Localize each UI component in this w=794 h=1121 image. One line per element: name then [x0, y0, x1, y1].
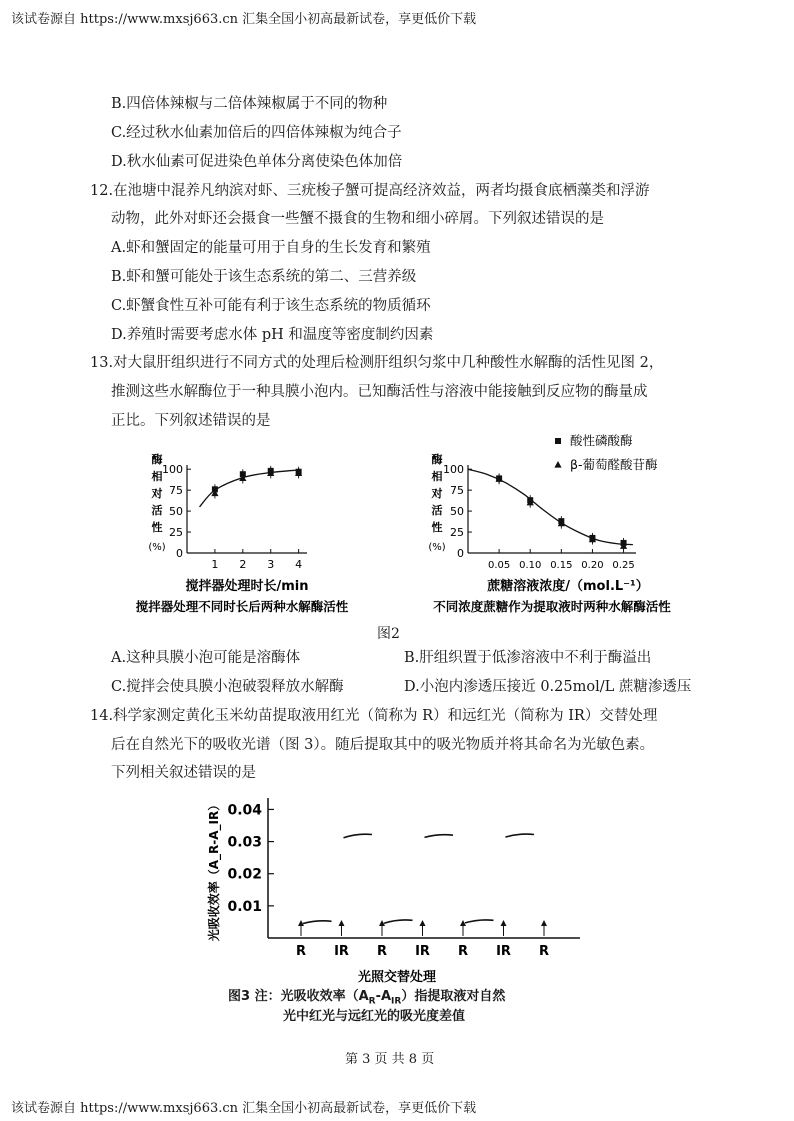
- y-tick-label: 0.03: [227, 834, 262, 851]
- q12-option-b: B.虾和蟹可能处于该生态系统的第二、三营养级: [111, 269, 417, 285]
- legend-marker: [554, 461, 561, 468]
- absorption-segment: [425, 835, 454, 838]
- y-tick-label: 0.02: [227, 866, 262, 883]
- caption-part: ）指提取液对自然: [401, 989, 506, 1004]
- y-tick-label: 50: [450, 505, 464, 519]
- q14-stem-line-1: 14.科学家测定黄化玉米幼苗提取液用红光（简称为 R）和远红光（简称为 IR）交替处理: [90, 708, 658, 724]
- x-tick-label: 0.25: [612, 560, 635, 571]
- absorption-segment: [506, 834, 535, 837]
- treatment-label: R: [376, 944, 388, 959]
- y-axis-label-char: 活: [151, 504, 163, 517]
- q14-stem-line-2: 后在自然光下的吸收光谱（图 3）。随后提取其中的吸光物质并将其命名为光敏色素。: [111, 737, 655, 753]
- figure-2-label: 图2: [377, 626, 400, 642]
- fit-curve: [468, 469, 633, 544]
- q13-option-d: D.小泡内渗透压接近 0.25mol/L 蔗糖渗透压: [404, 679, 692, 695]
- page-number: 第 3 页 共 8 页: [345, 1052, 435, 1067]
- y-axis-label: 光吸收效率（A_R-A_IR）: [207, 798, 221, 942]
- y-axis-label-char: 对: [151, 487, 163, 500]
- q12-option-a: A.虾和蟹固定的能量可用于自身的生长发育和繁殖: [111, 240, 431, 256]
- x-tick-label: 0.20: [581, 560, 604, 571]
- legend-marker: [555, 438, 561, 444]
- chart-stirring-time: [136, 452, 349, 614]
- chart-absorption-efficiency: [206, 798, 580, 985]
- treatment-label: IR: [496, 944, 511, 959]
- y-axis-label-char: 活: [431, 504, 443, 517]
- treatment-label: IR: [334, 944, 349, 959]
- figure-2: [0, 425, 794, 655]
- y-axis-label-unit: (%): [148, 542, 166, 553]
- y-tick-label: 75: [450, 484, 464, 498]
- legend-label: β-葡萄醛酸苷酶: [570, 457, 658, 472]
- treatment-arrow-head: [420, 920, 426, 926]
- q12-stem-line-1: 12.在池塘中混养凡纳滨对虾、三疣梭子蟹可提高经济效益，两者均摄食底栖藻类和浮游: [90, 183, 650, 199]
- x-tick-label: 0.05: [487, 560, 511, 571]
- y-axis-label-unit: (%): [428, 542, 446, 553]
- q13-option-a: A.这种具膜小泡可能是溶酶体: [111, 650, 301, 666]
- q11-option-b: B.四倍体辣椒与二倍体辣椒属于不同的物种: [111, 96, 388, 112]
- q12-option-d: D.养殖时需要考虑水体 pH 和温度等密度制约因素: [111, 327, 434, 343]
- x-tick-label: 3: [267, 558, 275, 571]
- page-footer: 该试卷源自 https://www.mxsj663.cn 汇集全国小初高最新试卷，享更低价下载: [11, 1101, 477, 1116]
- absorption-segment: [384, 920, 413, 923]
- y-tick-label: 0.04: [227, 802, 262, 819]
- q11-option-d: D.秋水仙素可促进染色单体分离使染色体加倍: [111, 154, 403, 170]
- y-tick-label: 75: [169, 484, 183, 498]
- absorption-segment: [344, 834, 373, 838]
- y-axis-label-char: 性: [431, 521, 443, 534]
- y-tick-label: 100: [162, 463, 183, 477]
- q13-option-b: B.肝组织置于低渗溶液中不利于酶溢出: [404, 650, 652, 666]
- y-tick-label: 0: [176, 547, 183, 560]
- treatment-arrow-head: [541, 920, 547, 926]
- chart-subtitle: 搅拌器处理不同时长后两种水解酶活性: [135, 599, 349, 614]
- y-axis-label-char: 相: [151, 470, 163, 483]
- chart-sucrose-concentration: [428, 433, 671, 614]
- treatment-arrow-head: [501, 920, 507, 926]
- page-header: 该试卷源自 https://www.mxsj663.cn 汇集全国小初高最新试卷，享更低价下载: [11, 12, 477, 27]
- q13-stem-line-1: 13.对大鼠肝组织进行不同方式的处理后检测肝组织匀浆中几种酸性水解酶的活性见图 2，: [90, 355, 664, 371]
- q11-option-c: C.经过秋水仙素加倍后的四倍体辣椒为纯合子: [111, 125, 402, 141]
- y-tick-label: 100: [443, 463, 464, 477]
- q13-stem-line-2: 推测这些水解酶位于一种具膜小泡内。已知酶活性与溶液中能接触到反应物的酶量成: [111, 384, 648, 400]
- treatment-label: R: [538, 944, 550, 959]
- caption-part: 图3 注：光吸收效率（A: [228, 989, 369, 1004]
- treatment-label: R: [295, 944, 307, 959]
- y-axis-label-char: 酶: [431, 453, 443, 466]
- q12-option-c: C.虾蟹食性互补可能有利于该生态系统的物质循环: [111, 298, 431, 314]
- x-tick-label: 1: [211, 558, 219, 571]
- y-axis-label-char: 酶: [151, 453, 163, 466]
- x-tick-label: 2: [239, 558, 247, 571]
- caption-sub-ir: IR: [391, 996, 402, 1007]
- y-tick-label: 0.01: [227, 898, 262, 915]
- q13-option-c: C.搅拌会使具膜小泡破裂释放水解酶: [111, 679, 344, 695]
- figure-3-caption-line-2: 光中红光与远红光的吸光度差值: [283, 1009, 466, 1024]
- treatment-arrow-head: [339, 920, 345, 926]
- figure-3: [0, 778, 794, 988]
- treatment-label: R: [457, 944, 469, 959]
- y-tick-label: 50: [169, 505, 183, 519]
- y-axis-label-char: 相: [431, 470, 443, 483]
- caption-part: -A: [375, 989, 392, 1004]
- x-axis-label: 蔗糖溶液浓度/（mol.L⁻¹）: [487, 579, 649, 594]
- x-axis-label: 光照交替处理: [357, 970, 437, 985]
- x-tick-label: 0.15: [550, 560, 573, 571]
- y-tick-label: 25: [450, 526, 464, 540]
- absorption-segment: [465, 920, 494, 923]
- x-tick-label: 4: [295, 558, 303, 571]
- y-tick-label: 25: [169, 526, 183, 540]
- x-tick-label: 0.10: [519, 560, 542, 571]
- legend-label: 酸性磷酸酶: [570, 433, 633, 448]
- x-axis-label: 搅拌器处理时长/min: [185, 579, 309, 594]
- absorption-segment: [303, 921, 332, 924]
- y-axis-label-char: 性: [151, 521, 163, 534]
- figure-3-caption-line-1: [228, 985, 505, 1007]
- y-tick-label: 0: [457, 547, 464, 560]
- q13-stem-line-3: 正比。下列叙述错误的是: [111, 413, 271, 429]
- caption-sub-r: R: [368, 996, 376, 1007]
- chart-subtitle: 不同浓度蔗糖作为提取液时两种水解酶活性: [433, 599, 671, 614]
- y-axis-label-char: 对: [431, 487, 443, 500]
- q14-stem-line-3: 下列相关叙述错误的是: [111, 765, 256, 781]
- q12-stem-line-2: 动物，此外对虾还会摄食一些蟹不摄食的生物和细小碎屑。下列叙述错误的是: [111, 211, 604, 227]
- treatment-label: IR: [415, 944, 430, 959]
